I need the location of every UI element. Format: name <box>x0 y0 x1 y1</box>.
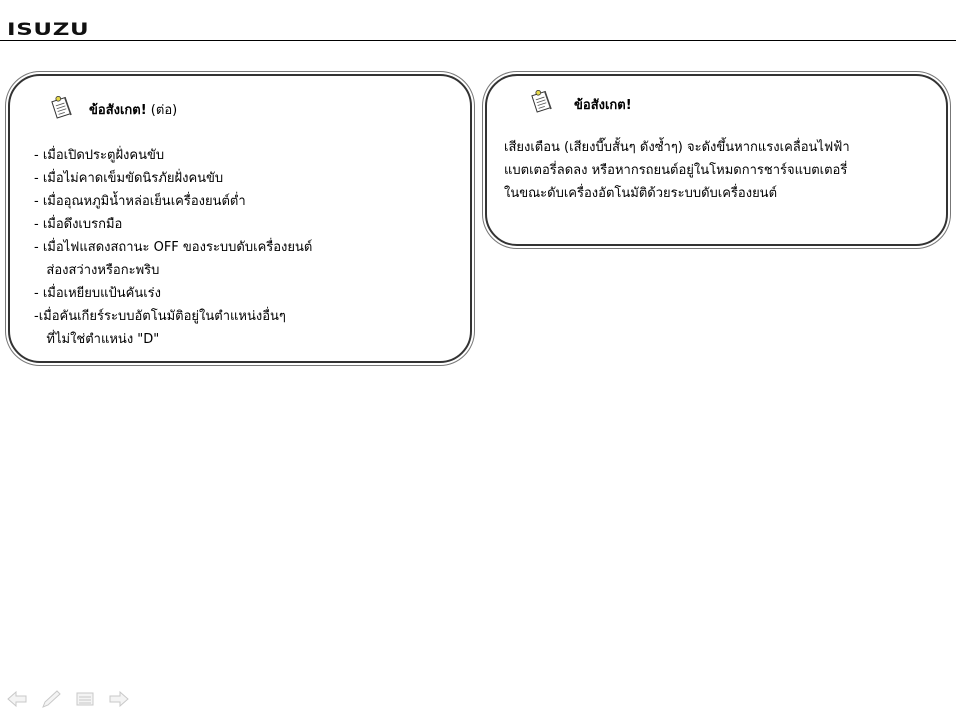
note-title: ข้อสังเกต! (ต่อ) <box>89 103 178 118</box>
note-list <box>34 144 312 351</box>
note-pencil-icon <box>530 88 554 114</box>
list-item: ส่องสว่างหรือกะพริบ <box>34 263 160 278</box>
back-icon[interactable] <box>6 689 28 709</box>
forward-icon[interactable] <box>108 689 130 709</box>
paragraph-line: เสียงเตือน (เสียงบี๊บสั้นๆ ดังซ้ำๆ) จะดังขึ้นหากแรงเคลื่อนไฟฟ้า <box>504 140 850 155</box>
note-paragraph <box>504 136 924 205</box>
note-pencil-icon <box>50 94 74 120</box>
paragraph-line: ในขณะดับเครื่องอัตโนมัติด้วยระบบดับเครื่องยนต์ <box>504 186 778 201</box>
isuzu-logo: ISUZU <box>7 20 90 40</box>
note-box-right <box>485 74 948 246</box>
list-item: ที่ไม่ใช่ตำแหน่ง "D" <box>34 332 160 347</box>
note-box-left <box>8 74 472 363</box>
slide-nav-bar <box>6 688 130 710</box>
list-item: - เมื่ออุณหภูมิน้ำหล่อเย็นเครื่องยนต์ต่ำ <box>34 194 246 209</box>
header <box>0 0 956 41</box>
pen-icon[interactable] <box>40 689 62 709</box>
note-title: ข้อสังเกต! <box>574 98 632 113</box>
menu-icon[interactable] <box>74 689 96 709</box>
list-item: - เมื่อเหยียบแป้นคันเร่ง <box>34 286 162 301</box>
list-item: - เมื่อไฟแสดงสถานะ OFF ของระบบดับเครื่องยนต์ <box>34 240 313 255</box>
list-item: - เมื่อไม่คาดเข็มขัดนิรภัยฝั่งคนขับ <box>34 171 224 186</box>
list-item: -เมื่อคันเกียร์ระบบอัตโนมัติอยู่ในตำแหน่งอื่นๆ <box>34 309 286 324</box>
paragraph-line: แบตเตอรี่ลดลง หรือหากรถยนต์อยู่ในโหมดการชาร์จแบตเตอรี่ <box>504 163 848 178</box>
list-item: - เมื่อดึงเบรกมือ <box>34 217 123 232</box>
list-item: - เมื่อเปิดประตูฝั่งคนขับ <box>34 148 165 163</box>
